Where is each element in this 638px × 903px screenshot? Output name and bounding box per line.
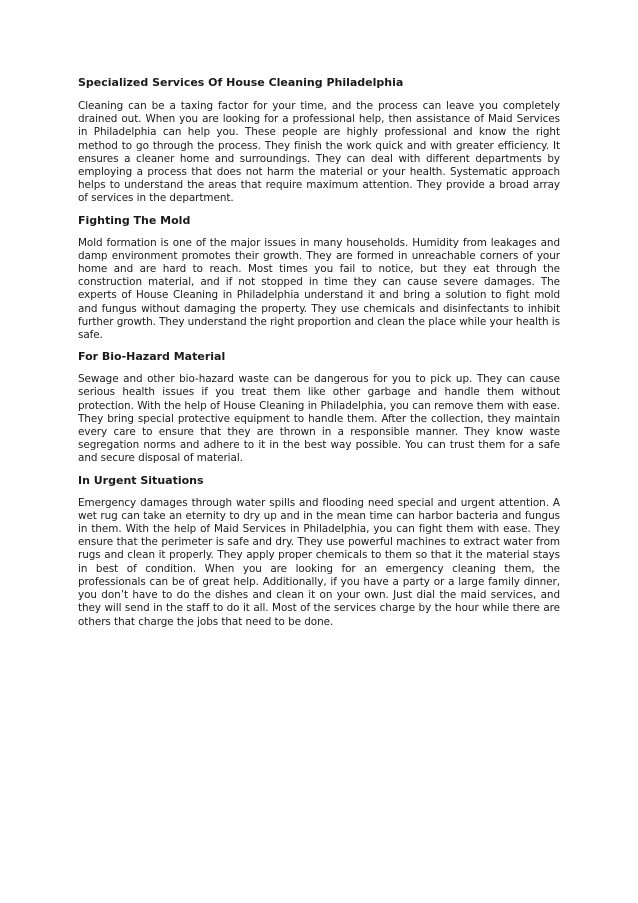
section-heading-biohazard: For Bio-Hazard Material xyxy=(78,350,226,364)
section-heading-mold: Fighting The Mold xyxy=(78,213,191,227)
intro-paragraph: Cleaning can be a taxing factor for your time, and the process can leave you completely drained out. When you are looking for a professional help, then assistance of Maid Services in Philadelphia can help you. These people are highly professional and know the right method to go through the process. They finish the work quick and with greater efficiency. It ensures a cleaner home and surroundings. They can deal with different departments by employing a process that does not harm the material or your health. Systematic approach helps to understand the areas that require maximum attention. They provide a broad array of services in the department. xyxy=(78,100,560,205)
document-title: Specialized Services Of House Cleaning Philadelphia xyxy=(78,76,404,89)
section-body-mold: Mold formation is one of the major issues in many households. Humidity from leakages and damp environment promotes their growth. They are formed in unreachable corners of your home and are hard to reach. Most times you fail to notice, but they eat through the construction material, and if not stopped in time they can cause severe damages. The experts of House Cleaning in Philadelphia understand it and bring a solution to fight mold and fungus without damaging the property. They use chemicals and disinfectants to inhibit further growth. They understand the right proportion and clean the place while your health is safe. xyxy=(78,236,560,342)
section-body-urgent: Emergency damages through water spills and flooding need special and urgent attention. A wet rug can take an eternity to dry up and in the mean time can harbor bacteria and fungus in them. With the help of Maid Services in Philadelphia, you can fight them with ease. They ensure that the perimeter is safe and dry. They use powerful machines to extract water from rugs and clean it properly. They apply proper chemicals to them so that it the material stays in best of condition. When you are looking for an emergency cleaning them, the professionals can be of great help. Additionally, if you have a party or a large family dinner, you don’t have to do the dishes and clean it on your own. Just dial the maid services, and they will send in the staff to do it all. Most of the services charge by the hour while there are others that charge the jobs that need to be done. xyxy=(78,496,560,628)
section-heading-urgent: In Urgent Situations xyxy=(78,473,204,487)
section-body-biohazard: Sewage and other bio-hazard waste can be dangerous for you to pick up. They can cause serious health issues if you treat them like other garbage and handle them without protection. With the help of House Cleaning in Philadelphia, you can remove them with ease. They bring special protective equipment to handle them. After the collection, they maintain every care to ensure that they are thrown in a responsible manner. They know waste segregation norms and adhere to it in the best way possible. You can trust them for a safe and secure disposal of material. xyxy=(78,373,560,465)
document-page xyxy=(78,76,560,637)
